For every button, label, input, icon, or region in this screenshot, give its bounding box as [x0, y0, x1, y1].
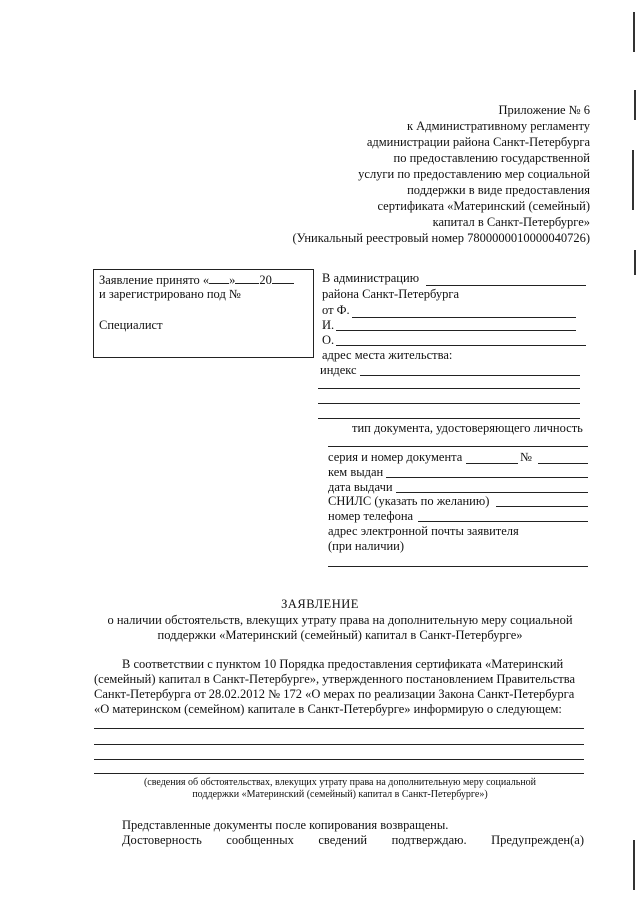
circumstances-line-4[interactable] — [94, 773, 584, 774]
reg-accepted — [99, 273, 294, 287]
circumstances-note-2: поддержки «Материнский (семейный) капитал в Санкт-Петербурге») — [192, 789, 488, 800]
issued-by-label: кем выдан — [328, 465, 384, 479]
appendix-line: по предоставлению государственной — [393, 151, 590, 165]
scan-edge-mark — [632, 150, 634, 210]
circumstances-note-1: (сведения об обстоятельствах, влекущих утрату права на дополнительную меру социальной — [143, 777, 537, 788]
snils-field[interactable] — [496, 506, 588, 507]
confirm-word: сведений — [318, 833, 368, 847]
body-line-3: Санкт-Петербурга от 28.02.2012 № 172 «О мерах по реализации Закона Санкт-Петербурга — [94, 687, 575, 701]
email-if-any-label: (при наличии) — [328, 539, 405, 553]
circumstances-line-2[interactable] — [94, 744, 584, 745]
appendix-line: капитал в Санкт-Петербурге» — [432, 215, 590, 229]
appendix-block — [190, 103, 590, 245]
body-line-2: (семейный) капитал в Санкт-Петербурге», утвержденного постановлением Правительства — [94, 672, 576, 686]
reg-month-field[interactable] — [235, 283, 259, 284]
reg-year-field[interactable] — [272, 283, 294, 284]
phone-field[interactable] — [418, 521, 588, 522]
confirm-word: Предупрежден(а) — [491, 833, 584, 847]
statement-title: ЗАЯВЛЕНИЕ — [281, 597, 359, 611]
appendix-line: поддержки в виде предоставления — [407, 183, 590, 197]
reg-specialist-label: Специалист — [99, 318, 163, 332]
statement-subtitle-2: поддержки «Материнский (семейный) капитал в Санкт-Петербурге» — [157, 628, 523, 642]
patronymic-o-label: О. — [322, 333, 335, 347]
surname-field[interactable] — [352, 317, 576, 318]
circumstances-line-3[interactable] — [94, 759, 584, 760]
to-admin-label: В администрацию — [322, 271, 420, 285]
registry-number: (Уникальный реестровый номер 7800000010000040726) — [292, 231, 590, 245]
address-line-2[interactable] — [318, 403, 580, 404]
snils-label: СНИЛС (указать по желанию) — [328, 494, 490, 508]
patronymic-field[interactable] — [336, 345, 586, 346]
reg-quote-close: » — [229, 273, 236, 287]
address-line-3[interactable] — [318, 418, 580, 419]
reg-registered-label: и зарегистрировано под № — [99, 287, 241, 301]
phone-label: номер телефона — [328, 509, 414, 523]
scan-edge-mark — [633, 840, 635, 890]
scan-edge-mark — [633, 12, 635, 52]
confirm-word: подтверждаю. — [391, 833, 467, 847]
index-label: индекс — [320, 363, 357, 377]
appendix-line: администрации района Санкт-Петербурга — [366, 135, 590, 149]
email-field[interactable] — [328, 566, 588, 567]
index-field[interactable] — [360, 375, 580, 376]
district-label: района Санкт-Петербурга — [322, 287, 460, 301]
reg-day-field[interactable] — [209, 283, 229, 284]
admin-field[interactable] — [426, 285, 586, 286]
circumstances-line-1[interactable] — [94, 728, 584, 729]
doc-type-field[interactable] — [328, 446, 588, 447]
number-sign: № — [520, 450, 532, 464]
confirmation-line — [122, 833, 584, 847]
reg-year-prefix: 20 — [259, 273, 272, 287]
email-label: адрес электронной почты заявителя — [328, 524, 519, 538]
appendix-line: к Административному регламенту — [406, 119, 590, 133]
body-line-4: «О материнском (семейном) капитале в Санкт-Петербурге» информирую о следующем: — [94, 702, 562, 716]
confirm-word: сообщенных — [226, 833, 294, 847]
reg-accepted-label: Заявление принято « — [99, 273, 210, 287]
name-field[interactable] — [336, 330, 576, 331]
issued-by-field[interactable] — [386, 477, 588, 478]
series-field[interactable] — [466, 463, 518, 464]
number-field[interactable] — [538, 463, 588, 464]
address-label: адрес места жительства: — [322, 348, 453, 362]
from-f-label: от Ф. — [322, 303, 350, 317]
series-label: серия и номер документа — [328, 450, 463, 464]
issue-date-field[interactable] — [396, 492, 588, 493]
scan-edge-mark — [634, 90, 636, 120]
scan-edge-mark — [634, 250, 636, 275]
appendix-line: услуги по предоставлению мер социальной — [358, 167, 590, 181]
confirm-word: Достоверность — [122, 833, 202, 847]
name-i-label: И. — [322, 318, 335, 332]
address-line-1[interactable] — [318, 388, 580, 389]
body-line-1: В соответствии с пунктом 10 Порядка предоставления сертификата «Материнский — [122, 657, 564, 671]
documents-returned-text: Представленные документы после копирования возвращены. — [122, 818, 449, 832]
issue-date-label: дата выдачи — [328, 480, 393, 494]
appendix-line: сертификата «Материнский (семейный) — [377, 199, 590, 213]
appendix-title: Приложение № 6 — [498, 103, 590, 117]
statement-subtitle-1: о наличии обстоятельств, влекущих утрату права на дополнительную меру социальной — [107, 613, 573, 627]
doc-type-label: тип документа, удостоверяющего личность — [352, 421, 583, 435]
